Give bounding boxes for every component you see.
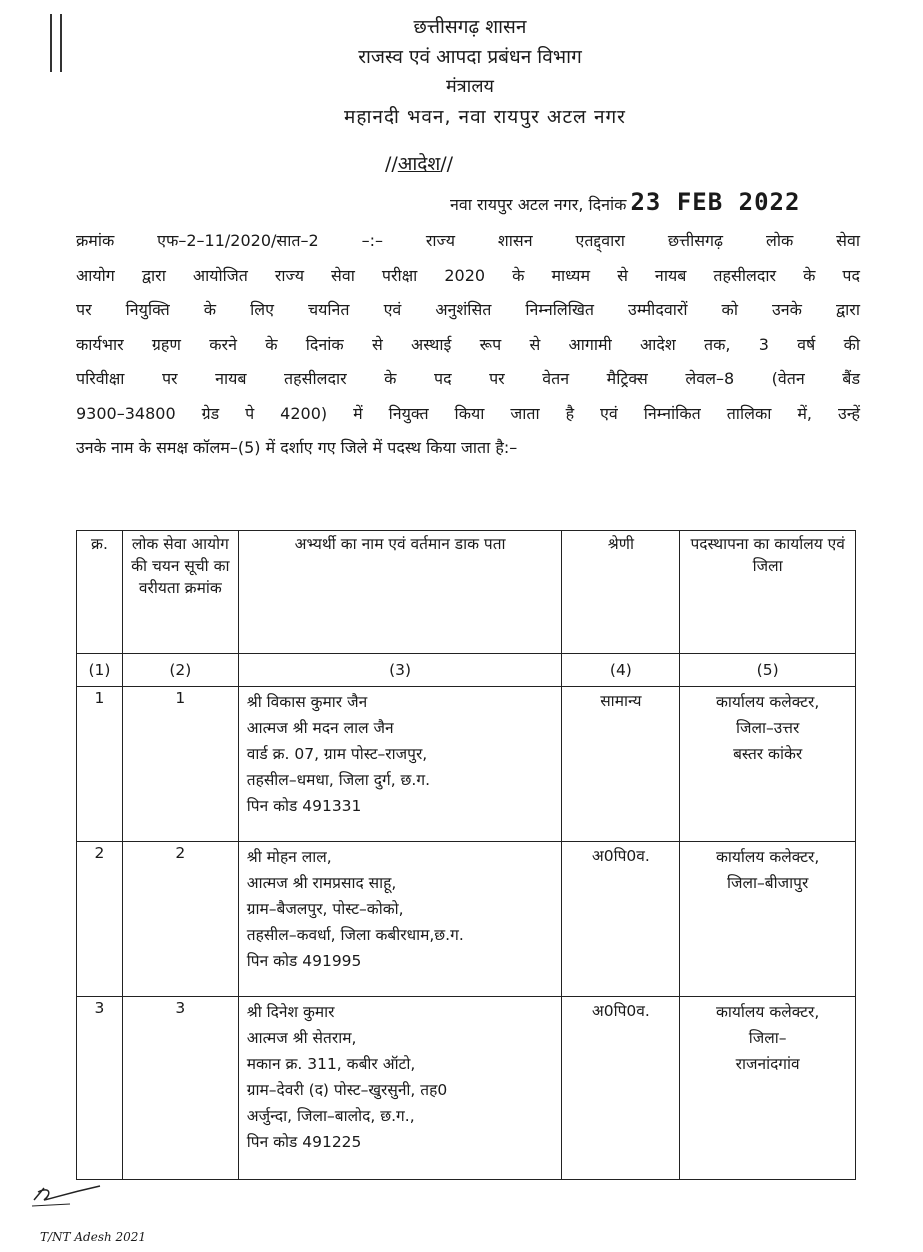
date-line — [450, 188, 800, 216]
address-line: ग्राम–देवरी (द) पोस्ट–खुरसुनी, तह0 — [246, 1081, 448, 1099]
header-posting: पदस्थापना का कार्यालय एवं जिला — [680, 531, 856, 654]
column-number: (5) — [680, 654, 856, 687]
address-line: मकान क्र. 311, कबीर ऑटो, — [246, 1055, 416, 1073]
office-line: बस्तर कांकेर — [733, 745, 803, 763]
category-cell: अ0पि0व. — [562, 997, 680, 1180]
address-line: पिन कोड 491995 — [246, 952, 362, 970]
body-line: आयोग द्वारा आयोजित राज्य सेवा परीक्षा 2020 के माध्यम से नायब तहसीलदार के पद — [76, 265, 860, 285]
government-name: छत्तीसगढ़ शासन — [413, 16, 527, 38]
office-line: कार्यालय कलेक्टर, — [716, 848, 820, 866]
address-line: आत्मज श्री रामप्रसाद साहू, — [246, 874, 397, 892]
table-row — [77, 842, 856, 997]
office-line: कार्यालय कलेक्टर, — [716, 693, 820, 711]
ministry-name: मंत्रालय — [445, 76, 494, 97]
serial-cell: 1 — [77, 687, 123, 842]
order-title: //आदेश// — [385, 153, 454, 175]
office-line: जिला–बीजापुर — [726, 874, 809, 892]
table-row — [77, 687, 856, 842]
address-line: तहसील–कवर्धा, जिला कबीरधाम,छ.ग. — [246, 926, 464, 944]
office-line: जिला–उत्तर — [735, 719, 800, 737]
header-category: श्रेणी — [562, 531, 680, 654]
column-number: (1) — [77, 654, 123, 687]
order-body — [76, 224, 860, 466]
header-name-address: अभ्यर्थी का नाम एवं वर्तमान डाक पता — [238, 531, 562, 654]
letterhead — [240, 12, 700, 132]
address-line: पिन कोड 491331 — [246, 797, 362, 815]
office-cell — [680, 687, 856, 842]
body-line: पर नियुक्ति के लिए चयनित एवं अनुशंसित निम्नलिखित उम्मीदवारों को उनके द्वारा — [76, 300, 860, 319]
body-line: परिवीक्षा पर नायब तहसीलदार के पद पर वेतन मैट्रिक्स लेवल–8 (वेतन बैंड — [76, 369, 860, 388]
address-line: श्री मोहन लाल, — [246, 848, 332, 866]
department-name: राजस्व एवं आपदा प्रबंधन विभाग — [358, 46, 582, 68]
office-address: महानदी भवन, नवा रायपुर अटल नगर — [344, 106, 626, 128]
date-stamp: 23 FEB 2022 — [630, 188, 801, 216]
office-line: कार्यालय कलेक्टर, — [716, 1003, 820, 1021]
body-line: क्रमांक एफ–2–11/2020/सात–2 –:– राज्य शासन एतद्द्वारा छत्तीसगढ़ लोक सेवा — [76, 231, 860, 250]
appointment-table — [76, 530, 856, 1180]
serial-cell: 3 — [77, 997, 123, 1180]
address-cell — [238, 997, 562, 1180]
body-line: 9300–34800 ग्रेड पे 4200) में नियुक्त किया जाता है एवं निम्नांकित तालिका में, उन्हें — [76, 403, 860, 423]
address-line: पिन कोड 491225 — [246, 1133, 362, 1151]
address-line: श्री विकास कुमार जैन — [246, 693, 368, 711]
table-row — [77, 997, 856, 1180]
column-number: (3) — [238, 654, 562, 687]
office-line: राजनांदगांव — [735, 1055, 800, 1073]
address-line: श्री दिनेश कुमार — [246, 1003, 335, 1021]
table-header-row — [77, 531, 856, 654]
address-cell — [238, 842, 562, 997]
rank-cell: 3 — [122, 997, 238, 1180]
column-number: (4) — [562, 654, 680, 687]
office-cell — [680, 842, 856, 997]
header-serial: क्र. — [77, 531, 123, 654]
address-line: आत्मज श्री सेतराम, — [246, 1029, 357, 1047]
address-cell — [238, 687, 562, 842]
address-line: वार्ड क्र. 07, ग्राम पोस्ट–राजपुर, — [246, 745, 428, 763]
serial-cell: 2 — [77, 842, 123, 997]
category-cell: अ0पि0व. — [562, 842, 680, 997]
address-line: तहसील–धमधा, जिला दुर्ग, छ.ग. — [246, 771, 430, 789]
address-line: आत्मज श्री मदन लाल जैन — [246, 719, 394, 737]
footer-reference: T/NT Adesh 2021 — [40, 1230, 147, 1244]
date-place: नवा रायपुर अटल नगर, दिनांक — [450, 195, 627, 214]
rank-cell: 1 — [122, 687, 238, 842]
body-line: कार्यभार ग्रहण करने के दिनांक से अस्थाई रूप से आगामी आदेश तक, 3 वर्ष की — [76, 334, 860, 354]
category-cell: सामान्य — [562, 687, 680, 842]
office-line: जिला– — [748, 1029, 787, 1047]
address-line: अर्जुन्दा, जिला–बालोद, छ.ग., — [246, 1107, 415, 1125]
office-cell — [680, 997, 856, 1180]
body-line: उनके नाम के समक्ष कॉलम–(5) में दर्शाए गए जिले में पदस्थ किया जाता है:– — [76, 438, 518, 457]
column-number: (2) — [122, 654, 238, 687]
signature-mark — [30, 1180, 110, 1210]
address-line: ग्राम–बैजलपुर, पोस्ट–कोको, — [246, 900, 404, 918]
column-number-row — [77, 654, 856, 687]
margin-mark — [50, 14, 62, 72]
order-title-word: आदेश — [397, 153, 441, 175]
rank-cell: 2 — [122, 842, 238, 997]
header-rank: लोक सेवा आयोग की चयन सूची का वरीयता क्रमांक — [122, 531, 238, 654]
